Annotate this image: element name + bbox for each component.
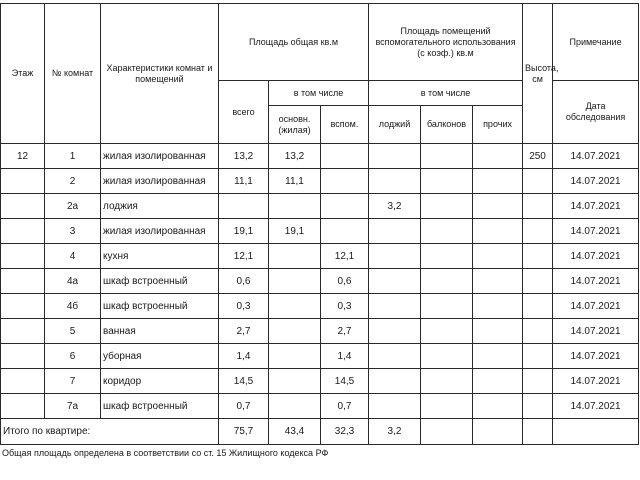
header-other: прочих	[473, 106, 523, 144]
cell-room-name: шкаф встроенный	[101, 394, 219, 419]
cell-room-name: лоджия	[101, 194, 219, 219]
cell-room-name: кухня	[101, 244, 219, 269]
cell-floor: 12	[1, 144, 45, 169]
cell-area-main: 11,1	[269, 169, 321, 194]
cell-height	[523, 269, 553, 294]
cell-balcony	[421, 219, 473, 244]
cell-room-no: 2	[45, 169, 101, 194]
cell-survey-date: 14.07.2021	[553, 219, 639, 244]
table-row	[1, 144, 639, 169]
cell-balcony	[421, 344, 473, 369]
cell-area-aux	[321, 194, 369, 219]
cell-other	[473, 319, 523, 344]
cell-loggia	[369, 319, 421, 344]
table-row	[1, 219, 639, 244]
cell-height	[523, 394, 553, 419]
cell-loggia	[369, 219, 421, 244]
cell-other	[473, 244, 523, 269]
cell-room-name: жилая изолированная	[101, 144, 219, 169]
table-row	[1, 369, 639, 394]
cell-room-no: 7а	[45, 394, 101, 419]
cell-floor	[1, 269, 45, 294]
cell-room-no: 6	[45, 344, 101, 369]
cell-room-name: шкаф встроенный	[101, 294, 219, 319]
cell-room-no: 4б	[45, 294, 101, 319]
cell-area-aux	[321, 144, 369, 169]
cell-area-main: 19,1	[269, 219, 321, 244]
cell-loggia	[369, 344, 421, 369]
cell-room-no: 2а	[45, 194, 101, 219]
cell-balcony	[421, 169, 473, 194]
cell-survey-date: 14.07.2021	[553, 144, 639, 169]
header-area-total: Площадь общая кв.м	[219, 4, 369, 81]
table-row	[1, 294, 639, 319]
cell-survey-date: 14.07.2021	[553, 369, 639, 394]
cell-loggia	[369, 294, 421, 319]
cell-balcony	[421, 294, 473, 319]
cell-area-aux: 0,3	[321, 294, 369, 319]
cell-area-total: 0,3	[219, 294, 269, 319]
cell-area-main	[269, 269, 321, 294]
cell-other	[473, 394, 523, 419]
cell-survey-date: 14.07.2021	[553, 244, 639, 269]
cell-area-aux: 2,7	[321, 319, 369, 344]
cell-floor	[1, 244, 45, 269]
table-row	[1, 244, 639, 269]
cell-room-name: ванная	[101, 319, 219, 344]
cell-area-aux: 14,5	[321, 369, 369, 394]
table-row	[1, 319, 639, 344]
cell-room-name: коридор	[101, 369, 219, 394]
header-aux: вспом.	[321, 106, 369, 144]
cell-floor	[1, 344, 45, 369]
cell-survey-date: 14.07.2021	[553, 169, 639, 194]
cell-balcony	[421, 369, 473, 394]
cell-other	[473, 219, 523, 244]
cell-room-no: 3	[45, 219, 101, 244]
cell-height	[523, 369, 553, 394]
cell-area-total: 1,4	[219, 344, 269, 369]
cell-loggia	[369, 269, 421, 294]
cell-loggia	[369, 394, 421, 419]
cell-area-total: 0,6	[219, 269, 269, 294]
cell-loggia	[369, 369, 421, 394]
cell-balcony	[421, 144, 473, 169]
header-characteristics: Характеристики комнат и помещений	[101, 4, 219, 144]
cell-room-no: 4	[45, 244, 101, 269]
cell-survey-date: 14.07.2021	[553, 319, 639, 344]
cell-area-aux	[321, 169, 369, 194]
header-survey-date: Дата обследования	[553, 81, 639, 144]
cell-loggia	[369, 144, 421, 169]
header-note: Примечание	[553, 4, 639, 81]
cell-loggia	[369, 169, 421, 194]
cell-other	[473, 344, 523, 369]
cell-balcony	[421, 194, 473, 219]
table-row	[1, 344, 639, 369]
cell-survey-date: 14.07.2021	[553, 194, 639, 219]
cell-area-total: 13,2	[219, 144, 269, 169]
cell-area-main: 13,2	[269, 144, 321, 169]
cell-area-total: 12,1	[219, 244, 269, 269]
cell-area-main	[269, 369, 321, 394]
cell-height	[523, 294, 553, 319]
cell-area-main	[269, 344, 321, 369]
total-row	[1, 419, 639, 445]
header-including: в том числе	[269, 81, 369, 106]
cell-floor	[1, 169, 45, 194]
table-row	[1, 394, 639, 419]
header-room-no: № комнат	[45, 4, 101, 144]
cell-other	[473, 144, 523, 169]
cell-floor	[1, 219, 45, 244]
cell-room-name: шкаф встроенный	[101, 269, 219, 294]
cell-room-no: 1	[45, 144, 101, 169]
cell-survey-date: 14.07.2021	[553, 269, 639, 294]
cell-survey-date: 14.07.2021	[553, 344, 639, 369]
cell-room-name: жилая изолированная	[101, 219, 219, 244]
cell-area-aux	[321, 219, 369, 244]
cell-area-main	[269, 194, 321, 219]
cell-other	[473, 294, 523, 319]
total-empty-cell	[523, 419, 553, 445]
cell-height	[523, 169, 553, 194]
cell-area-total	[219, 194, 269, 219]
header-floor: Этаж	[1, 4, 45, 144]
explication-table	[0, 3, 639, 445]
header-all: всего	[219, 81, 269, 144]
cell-height	[523, 244, 553, 269]
cell-other	[473, 194, 523, 219]
cell-area-main	[269, 244, 321, 269]
footnote: Общая площадь определена в соответствии со ст. 15 Жилищного кодекса РФ	[2, 448, 329, 458]
cell-room-name: жилая изолированная	[101, 169, 219, 194]
cell-area-aux: 12,1	[321, 244, 369, 269]
cell-height	[523, 319, 553, 344]
cell-area-aux: 1,4	[321, 344, 369, 369]
total-empty-cell	[421, 419, 473, 445]
cell-balcony	[421, 319, 473, 344]
header-main-living: основн. (жилая)	[269, 106, 321, 144]
cell-area-main	[269, 294, 321, 319]
cell-survey-date: 14.07.2021	[553, 294, 639, 319]
table-row	[1, 194, 639, 219]
cell-floor	[1, 319, 45, 344]
cell-loggia	[369, 244, 421, 269]
cell-balcony	[421, 394, 473, 419]
cell-area-total: 14,5	[219, 369, 269, 394]
total-main: 43,4	[269, 419, 321, 445]
cell-area-total: 19,1	[219, 219, 269, 244]
cell-area-total: 11,1	[219, 169, 269, 194]
cell-floor	[1, 369, 45, 394]
total-empty-cell	[473, 419, 523, 445]
cell-balcony	[421, 269, 473, 294]
total-aux: 32,3	[321, 419, 369, 445]
cell-height	[523, 194, 553, 219]
table-row	[1, 269, 639, 294]
cell-area-main	[269, 319, 321, 344]
total-loggia: 3,2	[369, 419, 421, 445]
cell-floor	[1, 294, 45, 319]
cell-other	[473, 269, 523, 294]
cell-height	[523, 219, 553, 244]
cell-height: 250	[523, 144, 553, 169]
total-area: 75,7	[219, 419, 269, 445]
cell-room-name: уборная	[101, 344, 219, 369]
cell-other	[473, 169, 523, 194]
cell-other	[473, 369, 523, 394]
table-row	[1, 169, 639, 194]
cell-area-total: 2,7	[219, 319, 269, 344]
header-height: Высота, см	[523, 4, 553, 144]
header-loggia: лоджий	[369, 106, 421, 144]
cell-survey-date: 14.07.2021	[553, 394, 639, 419]
cell-room-no: 4а	[45, 269, 101, 294]
cell-room-no: 7	[45, 369, 101, 394]
total-label: Итого по квартире:	[1, 419, 219, 445]
cell-balcony	[421, 244, 473, 269]
header-area-aux: Площадь помещений вспомогательного использования (с коэф.) кв.м	[369, 4, 523, 81]
cell-area-aux: 0,7	[321, 394, 369, 419]
cell-area-main	[269, 394, 321, 419]
cell-loggia: 3,2	[369, 194, 421, 219]
header-balcony: балконов	[421, 106, 473, 144]
total-empty-cell	[553, 419, 639, 445]
cell-floor	[1, 194, 45, 219]
cell-area-aux: 0,6	[321, 269, 369, 294]
cell-floor	[1, 394, 45, 419]
header-including-aux: в том числе	[369, 81, 523, 106]
cell-area-total: 0,7	[219, 394, 269, 419]
cell-height	[523, 344, 553, 369]
cell-room-no: 5	[45, 319, 101, 344]
